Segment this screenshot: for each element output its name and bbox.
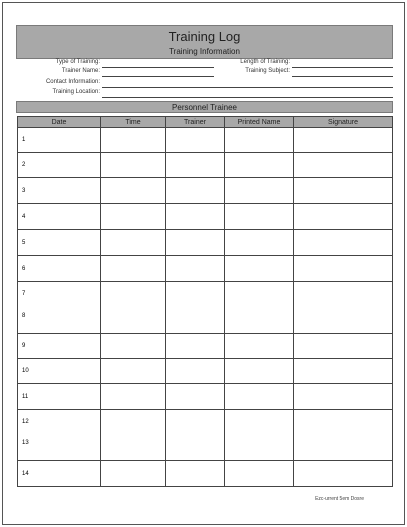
table-row	[18, 461, 393, 487]
table-cell-signature[interactable]	[294, 410, 393, 461]
table-cell-date[interactable]	[18, 334, 101, 359]
field-trainer-name	[16, 68, 216, 77]
table-cell-date[interactable]	[18, 359, 101, 384]
row-number: 7	[22, 291, 26, 297]
table-cell-printed-name[interactable]	[225, 384, 294, 410]
table-cell-date[interactable]	[18, 282, 101, 334]
trainer-name-label: Trainer Name:	[61, 68, 100, 74]
trainer-name-line[interactable]	[102, 76, 214, 77]
table-cell-signature[interactable]	[294, 230, 393, 256]
table-cell-date[interactable]	[18, 128, 101, 153]
table-cell-time[interactable]	[101, 178, 166, 204]
row-number: 8	[22, 313, 26, 319]
contact-information-line[interactable]	[102, 87, 393, 88]
table-cell-printed-name[interactable]	[225, 359, 294, 384]
table-cell-printed-name[interactable]	[225, 128, 294, 153]
table-cell-signature[interactable]	[294, 384, 393, 410]
training-log-table	[17, 116, 393, 487]
column-header-date: Date	[18, 117, 101, 128]
training-location-line[interactable]	[102, 97, 393, 98]
row-number: 14	[22, 470, 29, 477]
row-number: 1	[22, 137, 26, 143]
table-cell-printed-name[interactable]	[225, 256, 294, 282]
field-length-of-training	[216, 59, 393, 68]
row-number: 5	[22, 239, 26, 246]
table-cell-date[interactable]	[18, 153, 101, 178]
table-cell-date[interactable]	[18, 256, 101, 282]
table-cell-signature[interactable]	[294, 178, 393, 204]
table-row	[18, 359, 393, 384]
row-number: 10	[22, 368, 29, 374]
table-row	[18, 178, 393, 204]
table-cell-printed-name[interactable]	[225, 153, 294, 178]
table-cell-trainer[interactable]	[166, 153, 225, 178]
table-cell-printed-name[interactable]	[225, 204, 294, 230]
title-band	[16, 25, 393, 59]
table-cell-time[interactable]	[101, 359, 166, 384]
table-cell-signature[interactable]	[294, 204, 393, 230]
table-row	[18, 282, 393, 334]
table-cell-trainer[interactable]	[166, 410, 225, 461]
contact-information-label: Contact Information:	[45, 79, 100, 85]
length-of-training-label: Length of Training:	[240, 59, 290, 65]
table-cell-time[interactable]	[101, 282, 166, 334]
table-cell-date[interactable]	[18, 461, 101, 487]
field-type-of-training	[16, 59, 216, 68]
column-header-signature: Signature	[294, 117, 393, 128]
table-row	[18, 256, 393, 282]
form-title: Training Log	[168, 29, 241, 44]
row-number: 6	[22, 265, 26, 272]
table-row	[18, 128, 393, 153]
table-cell-time[interactable]	[101, 230, 166, 256]
training-subject-label: Training Subject:	[245, 68, 290, 74]
table-cell-signature[interactable]	[294, 359, 393, 384]
table-cell-trainer[interactable]	[166, 230, 225, 256]
table-cell-signature[interactable]	[294, 128, 393, 153]
row-number: 11	[22, 393, 29, 400]
table-cell-time[interactable]	[101, 384, 166, 410]
table-row	[18, 410, 393, 461]
form-subtitle: Training Information	[169, 47, 240, 56]
footer-credit: Ezc-urrent 5em Dosre	[315, 496, 364, 502]
table-header-row	[18, 117, 393, 128]
row-number: 2	[22, 162, 26, 168]
table-cell-trainer[interactable]	[166, 128, 225, 153]
table-cell-signature[interactable]	[294, 256, 393, 282]
table-cell-date[interactable]	[18, 410, 101, 461]
column-header-trainer: Trainer	[166, 117, 225, 128]
table-cell-printed-name[interactable]	[225, 178, 294, 204]
form-sheet	[2, 2, 405, 525]
field-training-subject	[216, 68, 393, 77]
table-cell-time[interactable]	[101, 153, 166, 178]
table-cell-date[interactable]	[18, 384, 101, 410]
section-band	[16, 101, 393, 113]
row-number: 9	[22, 343, 26, 349]
table-cell-trainer[interactable]	[166, 178, 225, 204]
training-location-label: Training Location:	[52, 89, 100, 95]
row-number: 13	[22, 440, 29, 446]
row-number: 4	[22, 213, 26, 220]
table-row	[18, 384, 393, 410]
table-cell-trainer[interactable]	[166, 334, 225, 359]
table-cell-date[interactable]	[18, 204, 101, 230]
table-cell-time[interactable]	[101, 410, 166, 461]
table-row	[18, 230, 393, 256]
field-contact-information	[16, 79, 393, 88]
table-cell-time[interactable]	[101, 334, 166, 359]
table-cell-signature[interactable]	[294, 153, 393, 178]
row-number: 3	[22, 187, 26, 194]
table-cell-trainer[interactable]	[166, 204, 225, 230]
table-cell-date[interactable]	[18, 178, 101, 204]
table-cell-time[interactable]	[101, 128, 166, 153]
table-cell-time[interactable]	[101, 256, 166, 282]
table-cell-signature[interactable]	[294, 334, 393, 359]
type-of-training-label: Type of Training:	[55, 59, 100, 65]
table-cell-trainer[interactable]	[166, 384, 225, 410]
table-cell-signature[interactable]	[294, 282, 393, 334]
table-row	[18, 204, 393, 230]
table-cell-trainer[interactable]	[166, 461, 225, 487]
table-cell-printed-name[interactable]	[225, 410, 294, 461]
table-cell-time[interactable]	[101, 461, 166, 487]
table-row	[18, 153, 393, 178]
section-title: Personnel Trainee	[172, 103, 237, 112]
table-row	[18, 334, 393, 359]
column-header-time: Time	[101, 117, 166, 128]
table-cell-printed-name[interactable]	[225, 461, 294, 487]
field-training-location	[16, 89, 393, 98]
table-cell-printed-name[interactable]	[225, 334, 294, 359]
table-cell-printed-name[interactable]	[225, 230, 294, 256]
table-cell-signature[interactable]	[294, 461, 393, 487]
table-cell-printed-name[interactable]	[225, 282, 294, 334]
row-number: 12	[22, 419, 29, 425]
table-cell-trainer[interactable]	[166, 359, 225, 384]
table-cell-date[interactable]	[18, 230, 101, 256]
training-subject-line[interactable]	[292, 76, 393, 77]
table-cell-trainer[interactable]	[166, 256, 225, 282]
table-cell-trainer[interactable]	[166, 282, 225, 334]
column-header-printed-name: Printed Name	[225, 117, 294, 128]
table-cell-time[interactable]	[101, 204, 166, 230]
